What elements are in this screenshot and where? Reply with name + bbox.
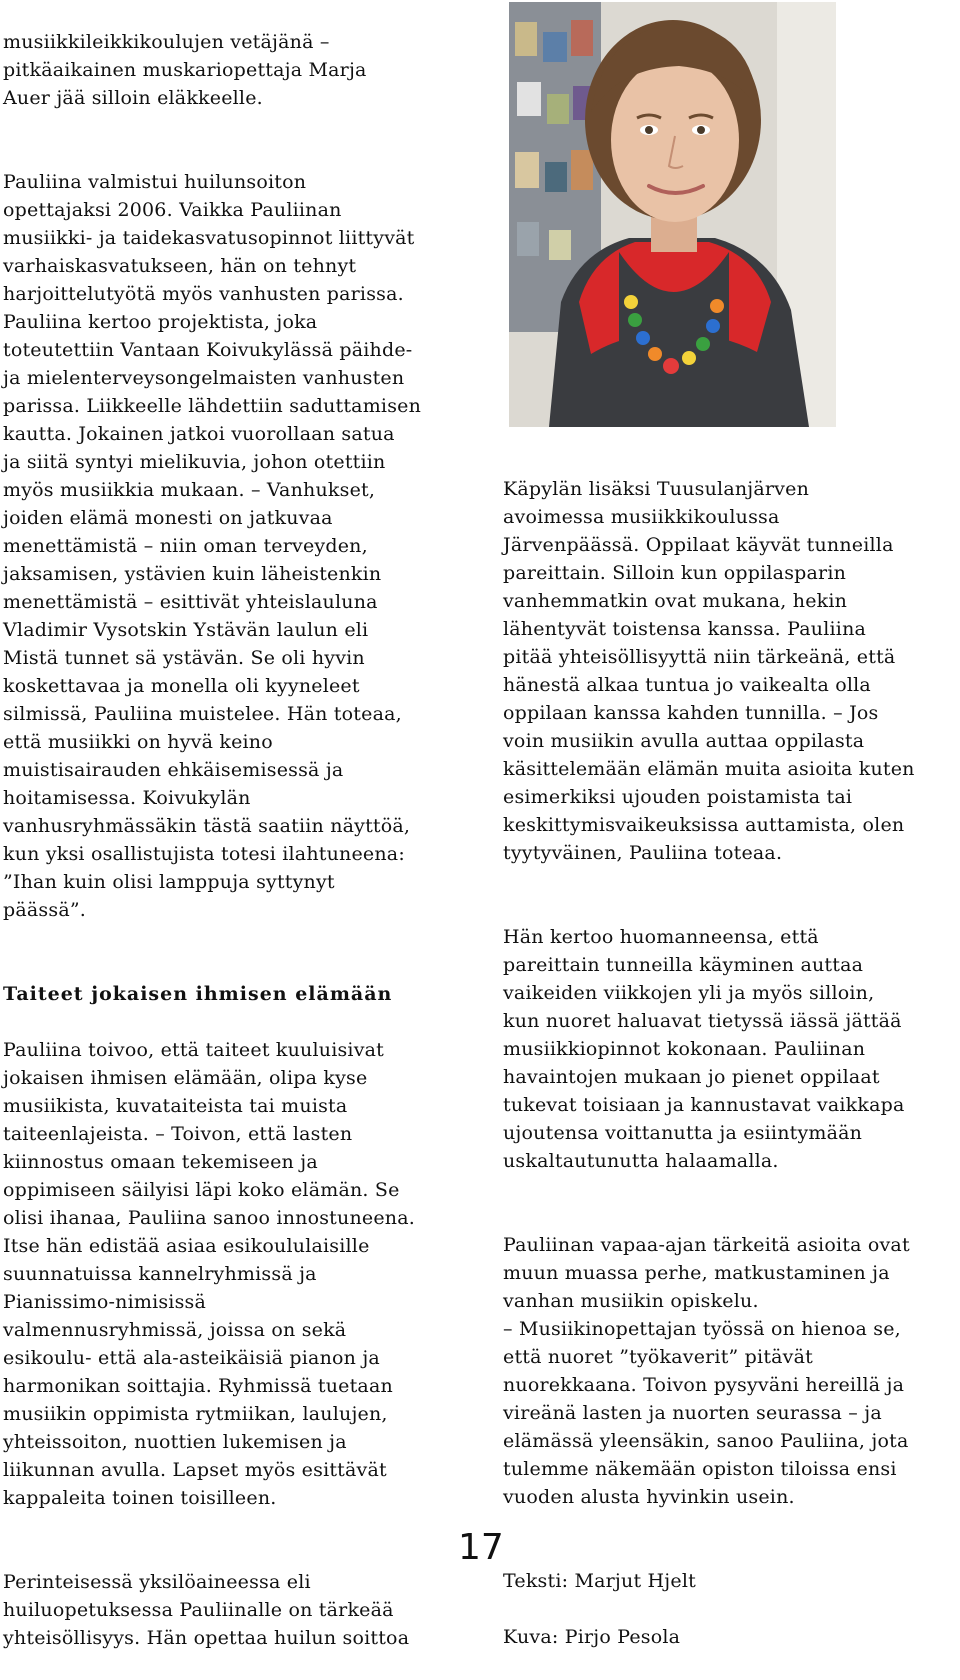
- paragraph: Hän kertoo huomanneensa, että pareittain tunneilla käyminen auttaa vaikeiden viikkojen yli ja myös silloin, kun nuoret haluavat tietyssä iässä jättää musiikkiopinnot kokonaan. Pauliinan havaintojen mukaan jo pienet oppilaat tukevat toisiaan ja kannustavat vaikkapa ujoutensa voittanutta ja esiintymään uskaltautunutta halaamalla.: [503, 926, 905, 1172]
- left-column: [3, 0, 473, 1680]
- paragraph: Pauliina valmistui huilunsoiton opettajaksi 2006. Vaikka Pauliinan musiikki- ja taidekasvatusopinnot liittyvät varhaiskasvatukseen, hän on tehnyt harjoittelutyötä myös vanhusten parissa. Pauliina kertoo projektista, joka toteutettiin Vantaan Koivukylässä päihde- ja mielenterveysongelmaisten vanhusten parissa. Liikkeelle lähdettiin saduttamisen kautta. Jokainen jatkoi vuorollaan satua ja siitä syntyi mielikuvia, johon otettiin myös musiikkia mukaan. – Vanhukset, joiden elämä monesti on jatkuvaa menettämistä – niin oman terveyden, jaksamisen, ystävien kuin läheistenkin menettämistä – esittivät yhteislauluna Vladimir Vysotskin Ystävän laulun eli Mistä tunnet sä ystävän. Se oli hyvin koskettavaa ja monella oli kyyneleet silmissä, Pauliina muistelee. Hän toteaa, että musiikki on hyvä keino muistisairauden ehkäisemisessä ja hoitamisessa. Koivukylän vanhusryhmässäkin tästä saatiin näyttöä, kun yksi osallistujista totesi ilahtuneena: ”Ihan kuin olisi lamppuja syttynyt päässä”.: [3, 171, 422, 921]
- page-number: 17: [458, 1527, 504, 1568]
- paragraph: Käpylän lisäksi Tuusulanjärven avoimessa musiikkikoulussa Järvenpäässä. Oppilaat käyvät tunneilla pareittain. Silloin kun oppilasparin vanhemmatkin ovat mukana, hekin lähentyvät toistensa kanssa. Pauliina pitää yhteisöllisyyttä niin tärkeänä, että hänestä alkaa tuntua jo vaikealta olla oppilaan kanssa kahden tunnilla. – Jos voin musiikin avulla auttaa oppilasta käsittelemään elämän muita asioita kuten esimerkiksi ujouden poistamista tai keskittymisvaikeuksissa auttamista, olen tyytyväinen, Pauliina toteaa.: [503, 478, 915, 864]
- paragraph: musiikkileikkikoulujen vetäjänä – pitkäaikainen muskariopettaja Marja Auer jää silloin eläkkeelle.: [3, 31, 367, 109]
- section-heading: Taiteet jokaisen ihmisen elämään: [3, 983, 393, 1005]
- paragraph: Pauliina toivoo, että taiteet kuuluisivat jokaisen ihmisen elämään, olipa kyse musiikista, kuvataiteista tai muista taiteenlajeista. – Toivon, että lasten kiinnostus omaan tekemiseen ja oppimiseen säilyisi läpi koko elämän. Se olisi ihanaa, Pauliina sanoo innostuneena. Itse hän edistää asiaa esikoululaisille suunnatuissa kannelryhmissä ja Pianissimo-nimisissä valmennusryhmissä, joissa on sekä esikoulu- että ala-asteikäisiä pianon ja harmonikan soittajia. Ryhmissä tuetaan musiikin oppimista rytmiikan, laulujen, yhteissoiton, nuottien lukemisen ja liikunnan avulla. Lapset myös esittävät kappaleita toinen toisilleen.: [3, 1039, 415, 1509]
- right-column: [503, 447, 958, 1679]
- credit-photo: Kuva: Pirjo Pesola: [503, 1626, 681, 1648]
- portrait-photo-icon: [509, 2, 836, 427]
- portrait-photo: [509, 2, 836, 427]
- paragraph: Pauliinan vapaa-ajan tärkeitä asioita ovat muun muassa perhe, matkustaminen ja vanhan musiikin opiskelu. – Musiikinopettajan työssä on hienoa se, että nuoret ”työkaverit” pitävät nuorekkaana. Toivon pysyväni hereillä ja vireänä lasten ja nuorten seurassa – ja elämässä yleensäkin, sanoo Pauliina, jota tulemme näkemään opiston tiloissa ensi vuoden alusta hyvinkin usein.: [503, 1234, 910, 1508]
- credit-text: Teksti: Marjut Hjelt: [503, 1570, 696, 1592]
- paragraph: Perinteisessä yksilöaineessa eli huiluopetuksessa Pauliinalle on tärkeää yhteisöllisyys. Hän opettaa huilun soittoa: [3, 1571, 410, 1649]
